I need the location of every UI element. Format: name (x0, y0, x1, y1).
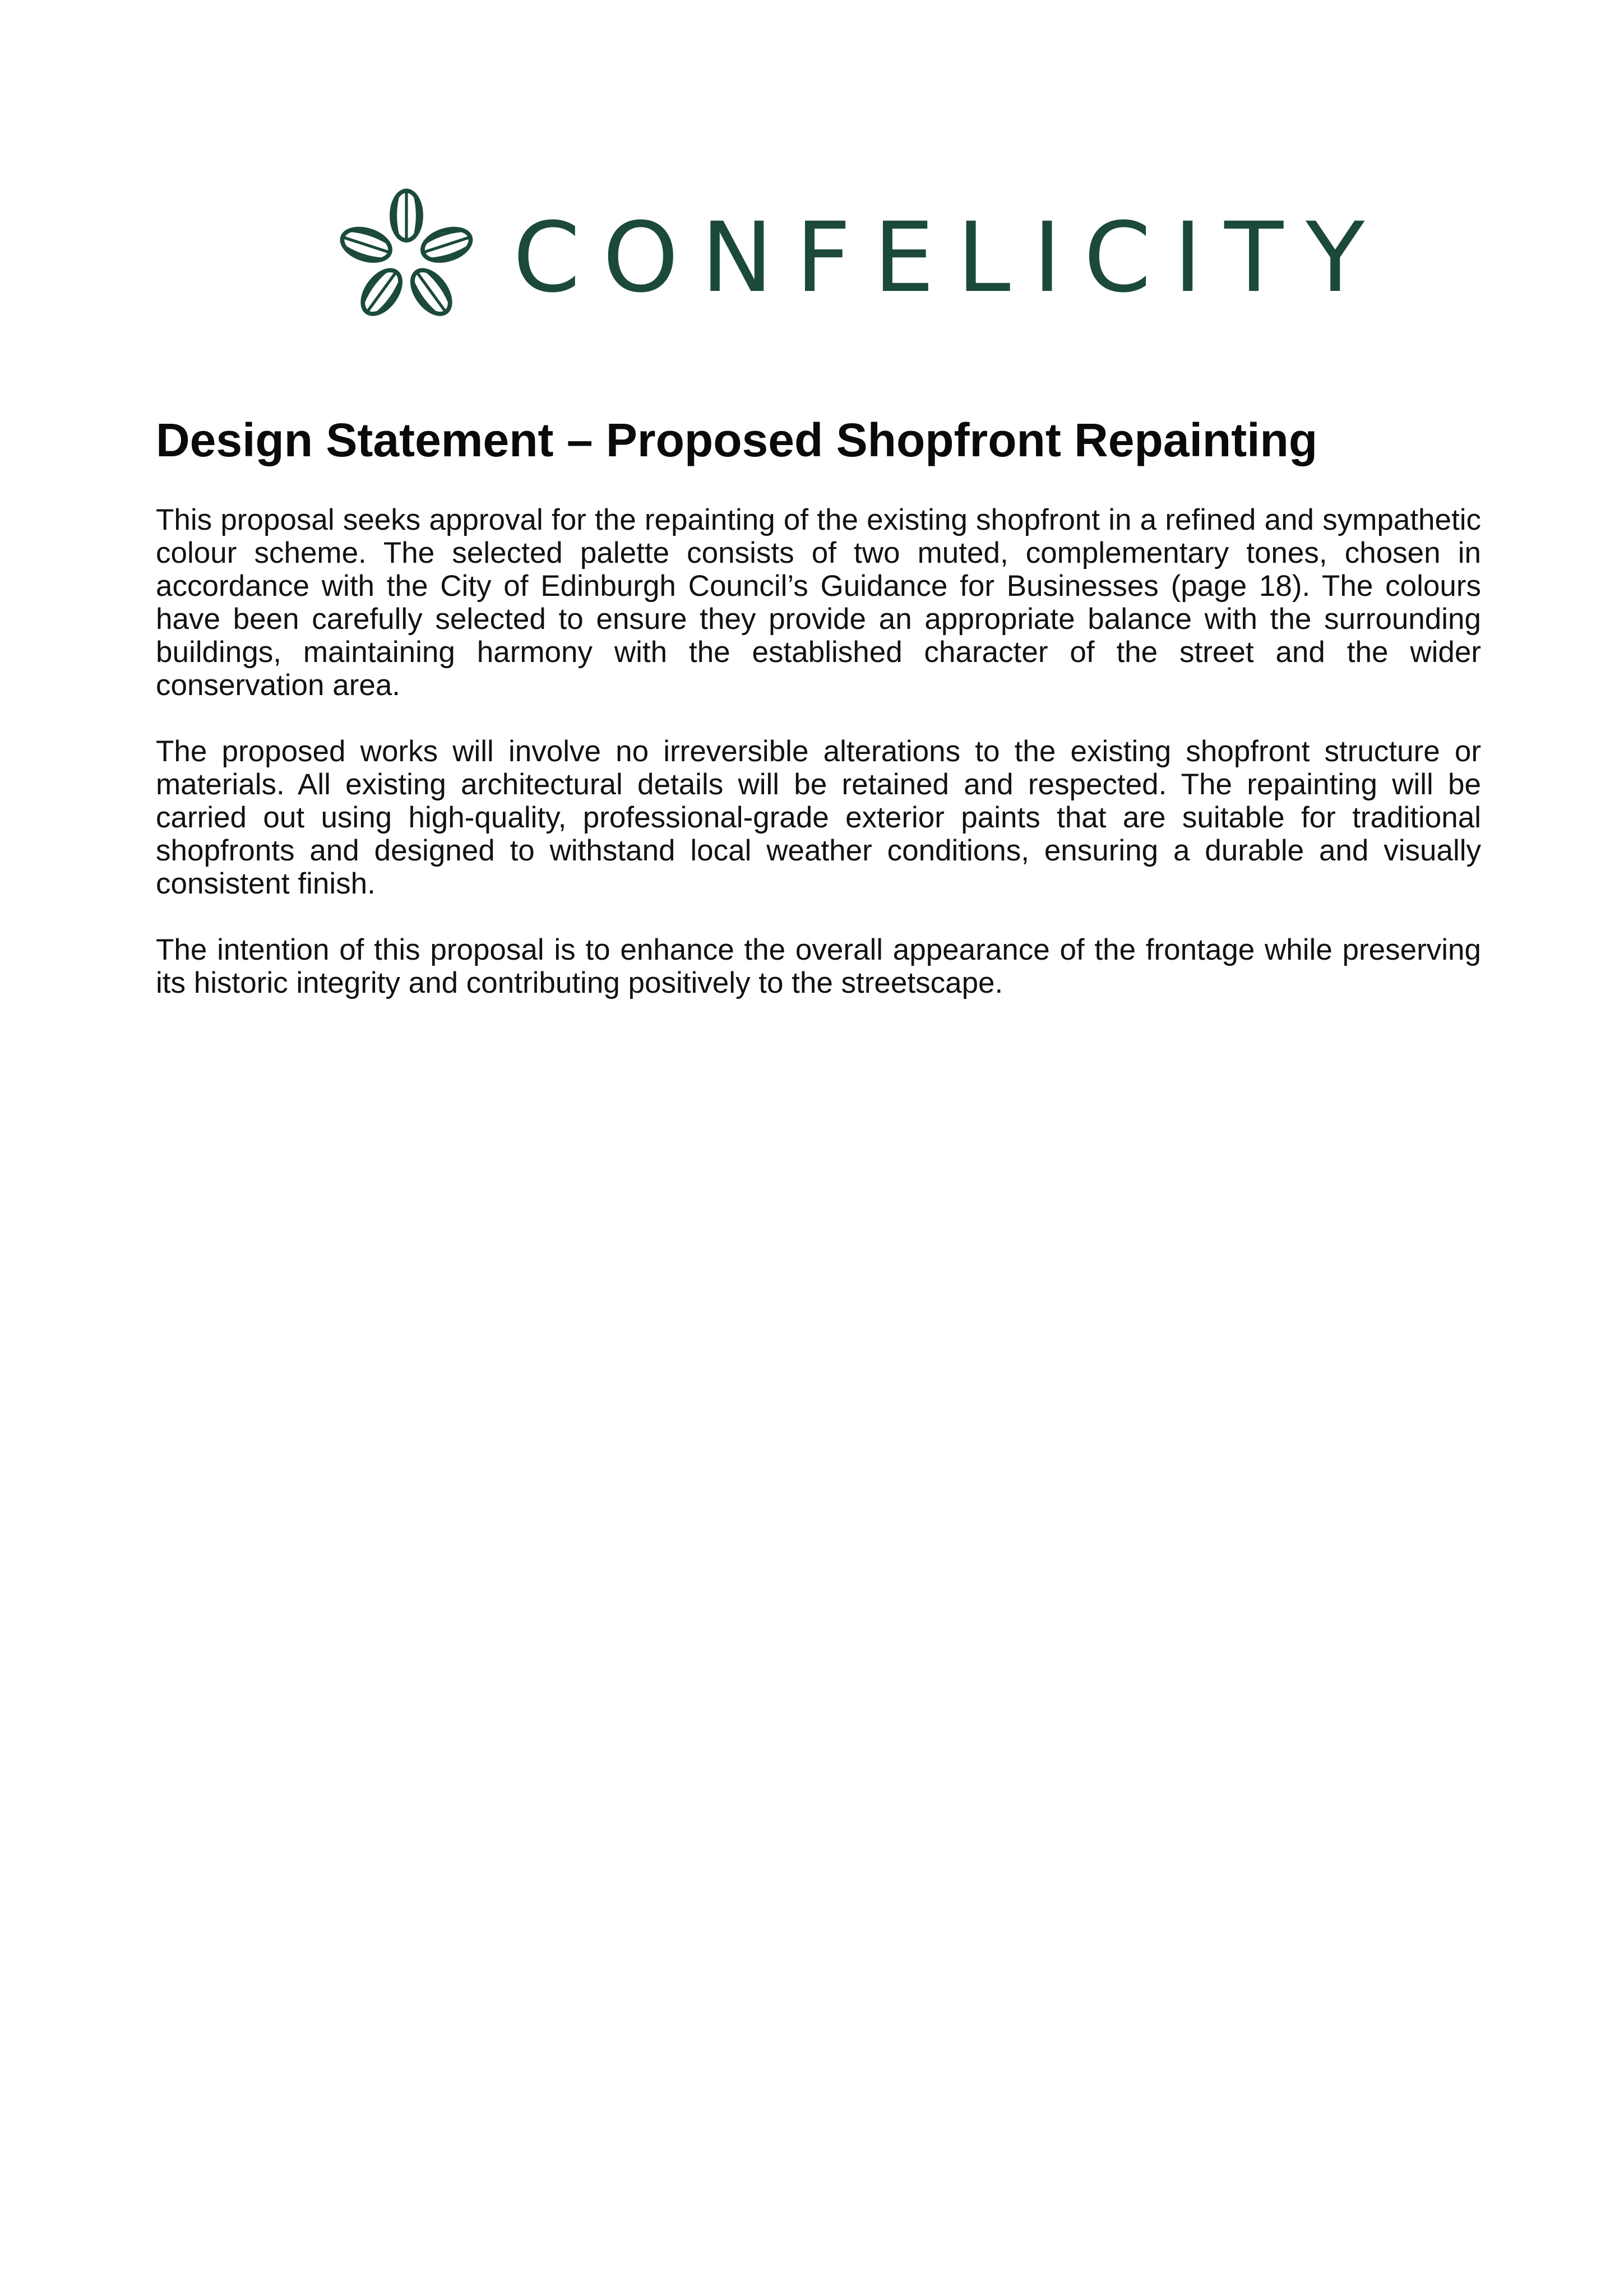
document-body (156, 409, 1481, 1033)
document-title: Design Statement – Proposed Shopfront Repainting (156, 414, 1318, 466)
brand-wordmark: CONFELICITY (513, 201, 1387, 314)
paragraph-intention: The intention of this proposal is to enhance the overall appearance of the frontage while preserving its historic integrity and contributing positively to the streetscape. (156, 933, 1481, 999)
paragraph-approval: This proposal seeks approval for the repainting of the existing shopfront in a refined and sympathetic colour scheme. The selected palette consists of two muted, complementary tones, chosen in accordance with the City of Edinburgh Council’s Guidance for Businesses (page 18). The colours have been carefully selected to ensure they provide an appropriate balance with the surrounding buildings, maintaining harmony with the established character of the street and the wider conservation area. (156, 503, 1481, 702)
brand-logo (334, 185, 1387, 331)
five-seed-flower-icon (334, 185, 479, 331)
paragraph-works: The proposed works will involve no irreversible alterations to the existing shopfront structure or materials. All existing architectural details will be retained and respected. The repainting will be carried out using high-quality, professional-grade exterior paints that are suitable for traditional shopfronts and designed to withstand local weather conditions, ensuring a durable and visually consistent finish. (156, 735, 1481, 900)
